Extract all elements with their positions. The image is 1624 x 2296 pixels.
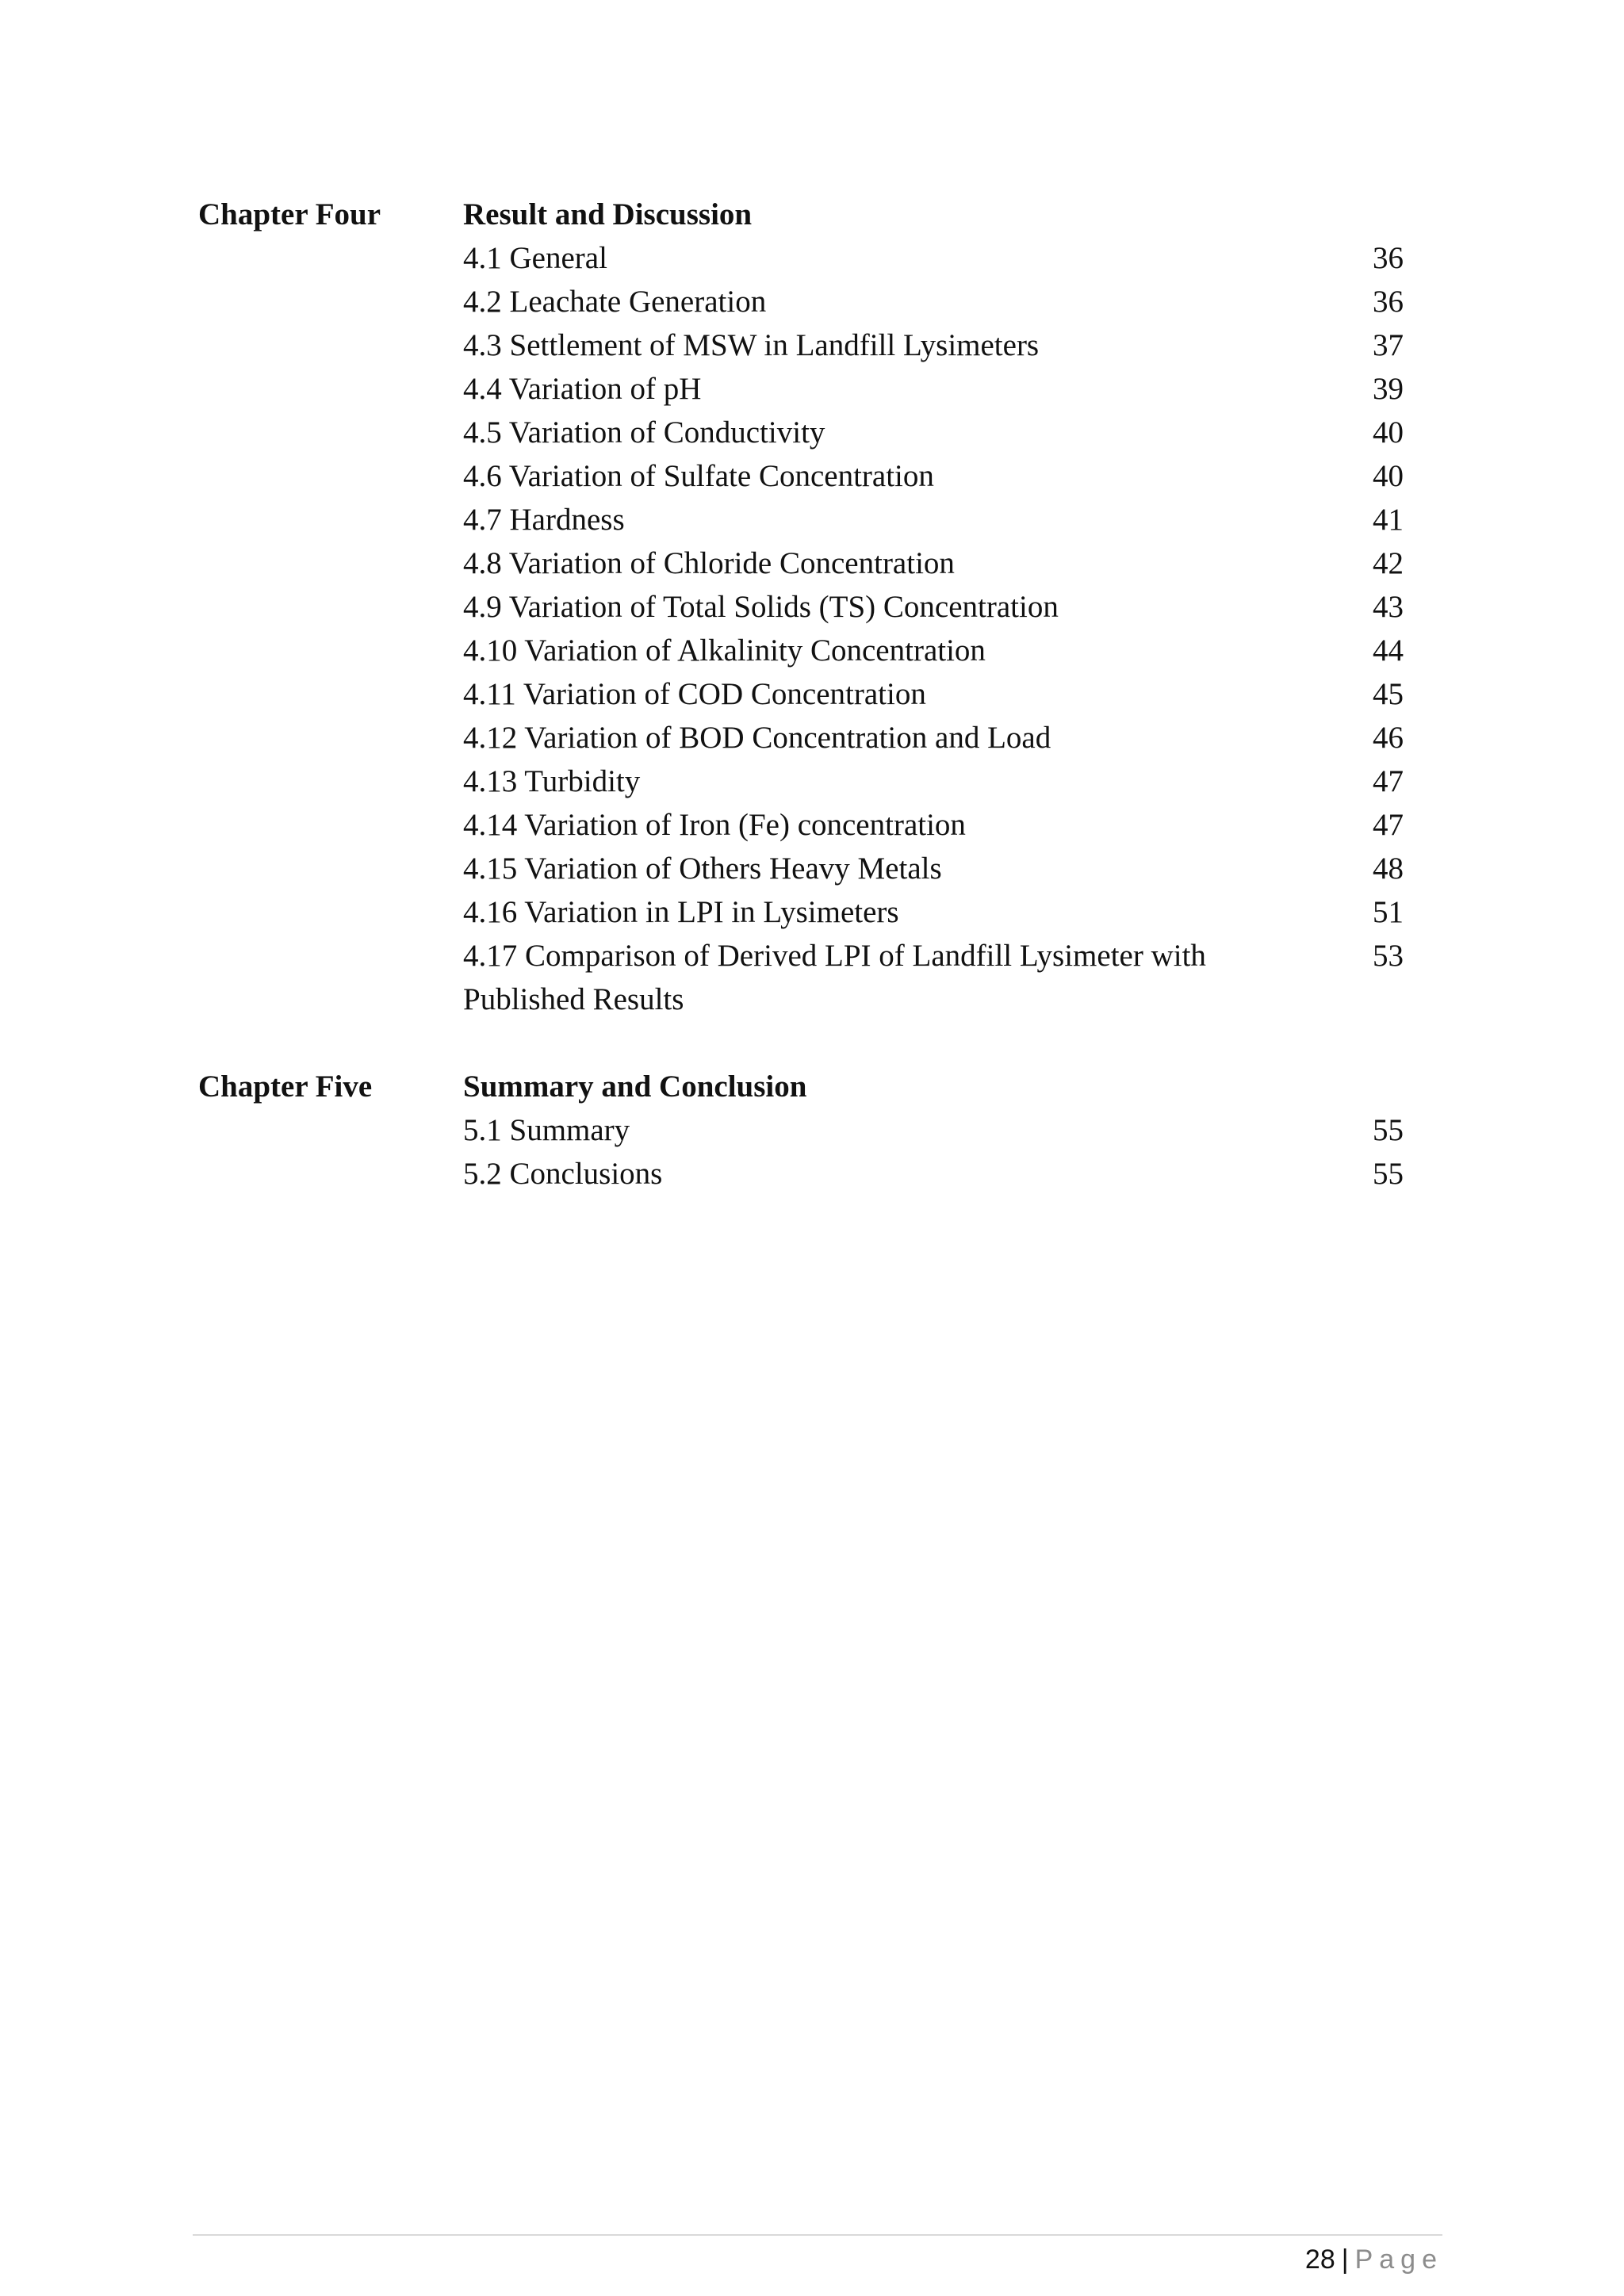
toc-entry-page: 39: [1373, 372, 1404, 406]
toc-entry[interactable]: [463, 498, 1404, 541]
toc-entry-title: 4.14 Variation of Iron (Fe) concentration: [463, 808, 966, 842]
toc-entry[interactable]: [463, 323, 1404, 367]
toc-entry-title: 4.6 Variation of Sulfate Concentration: [463, 459, 934, 493]
chapter-title: Result and Discussion: [463, 197, 753, 232]
toc-entry-page: 51: [1373, 895, 1404, 929]
chapter-label: Chapter Four: [198, 197, 381, 232]
toc-entry-title: 5.1 Summary: [463, 1113, 630, 1147]
toc-entry[interactable]: [463, 280, 1404, 323]
toc-entry[interactable]: [463, 760, 1404, 803]
toc-entry-page: 40: [1373, 459, 1404, 493]
toc-entry-page: 48: [1373, 851, 1404, 886]
toc-entry-title: 4.10 Variation of Alkalinity Concentration: [463, 633, 986, 668]
toc-entry-title: 4.4 Variation of pH: [463, 372, 702, 406]
chapter-body: [463, 1065, 1404, 1196]
toc-entry-title: 4.3 Settlement of MSW in Landfill Lysimeters: [463, 328, 1040, 362]
page-footer: [1305, 2242, 1443, 2277]
toc-entry-page: 55: [1373, 1157, 1404, 1191]
chapter-four-section: [198, 193, 1404, 1021]
toc-entry-page: 46: [1373, 721, 1404, 755]
toc-entry-page: 36: [1373, 241, 1404, 275]
toc-entry[interactable]: [463, 585, 1404, 629]
chapter-title: Summary and Conclusion: [463, 1070, 807, 1104]
toc-entry-page: 42: [1373, 546, 1404, 580]
toc-entry-title: 4.11 Variation of COD Concentration: [463, 677, 926, 711]
toc-entry[interactable]: [463, 934, 1404, 1021]
chapter-label: Chapter Five: [198, 1070, 373, 1104]
toc-entry-title: 4.2 Leachate Generation: [463, 285, 767, 319]
toc-entry[interactable]: [463, 629, 1404, 672]
toc-entry[interactable]: [463, 847, 1404, 890]
toc-entry-page: 37: [1373, 328, 1404, 362]
toc-entry-title: 4.17 Comparison of Derived LPI of Landfill Lysimeter with Published Results: [463, 939, 1206, 1016]
toc-entry-page: 36: [1373, 285, 1404, 319]
toc-entry-page: 47: [1373, 764, 1404, 798]
toc-entry[interactable]: [463, 236, 1404, 280]
toc-entry-title: 4.7 Hardness: [463, 503, 625, 537]
footer-separator: |: [1341, 2244, 1349, 2275]
chapter-body: [463, 193, 1404, 1021]
toc-entry-title: 5.2 Conclusions: [463, 1157, 663, 1191]
toc-entry[interactable]: [463, 454, 1404, 498]
toc-entry-title: 4.12 Variation of BOD Concentration and Load: [463, 721, 1051, 755]
toc-entry[interactable]: [463, 716, 1404, 760]
table-of-contents: [198, 193, 1404, 1196]
toc-entry-page: 43: [1373, 590, 1404, 624]
toc-entry[interactable]: [463, 803, 1404, 847]
toc-entry-title: 4.13 Turbidity: [463, 764, 641, 798]
toc-entry[interactable]: [463, 890, 1404, 934]
toc-entry-page: 44: [1373, 633, 1404, 668]
toc-entry[interactable]: [463, 541, 1404, 585]
toc-entry-title: 4.9 Variation of Total Solids (TS) Concentration: [463, 590, 1059, 624]
toc-entry-page: 53: [1373, 939, 1404, 973]
toc-entry-title: 4.5 Variation of Conductivity: [463, 415, 825, 450]
toc-entry[interactable]: [463, 672, 1404, 716]
toc-entry-title: 4.15 Variation of Others Heavy Metals: [463, 851, 942, 886]
toc-entry-page: 45: [1373, 677, 1404, 711]
chapter-five-section: [198, 1065, 1404, 1196]
toc-entry-page: 47: [1373, 808, 1404, 842]
toc-entry[interactable]: [463, 367, 1404, 411]
toc-entry-title: 4.16 Variation in LPI in Lysimeters: [463, 895, 899, 929]
footer-divider: [193, 2234, 1442, 2236]
toc-entry-page: 55: [1373, 1113, 1404, 1147]
toc-entry-title: 4.8 Variation of Chloride Concentration: [463, 546, 955, 580]
toc-entry[interactable]: [463, 1108, 1404, 1152]
toc-entry-title: 4.1 General: [463, 241, 607, 275]
toc-entry[interactable]: [463, 1152, 1404, 1196]
page-word: Page: [1354, 2244, 1443, 2275]
toc-entry-page: 41: [1373, 503, 1404, 537]
toc-entry-page: 40: [1373, 415, 1404, 450]
toc-entry[interactable]: [463, 411, 1404, 454]
page-number: 28: [1304, 2244, 1335, 2275]
